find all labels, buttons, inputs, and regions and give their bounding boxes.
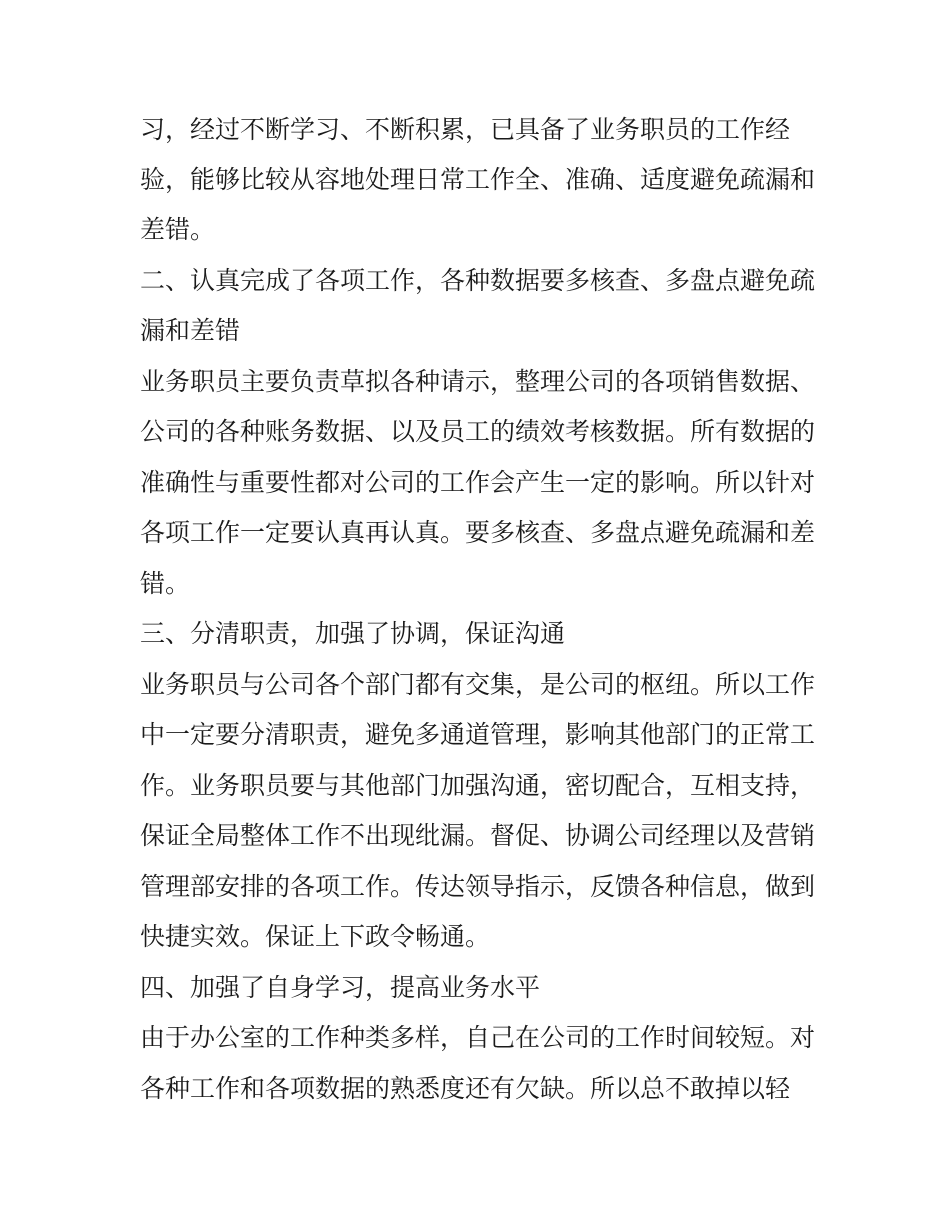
text-line: 差错。 bbox=[140, 215, 216, 244]
section-heading: 二、认真完成了各项工作，各种数据要多核查、多盘点避免疏 bbox=[140, 266, 816, 295]
text-line: 各项工作一定要认真再认真。要多核查、多盘点避免疏漏和差 bbox=[140, 518, 816, 547]
text-line: 公司的各种账务数据、以及员工的绩效考核数据。所有数据的 bbox=[140, 417, 816, 446]
text-line: 验，能够比较从容地处理日常工作全、准确、适度避免疏漏和 bbox=[140, 165, 816, 194]
text-line: 各种工作和各项数据的熟悉度还有欠缺。所以总不敢掉以轻 bbox=[140, 1074, 791, 1103]
text-line: 中一定要分清职责，避免多通道管理，影响其他部门的正常工 bbox=[140, 720, 816, 749]
text-line: 错。 bbox=[140, 569, 191, 598]
section-heading: 四、加强了自身学习，提高业务水平 bbox=[140, 973, 541, 1002]
text-line: 快捷实效。保证上下政令畅通。 bbox=[140, 922, 491, 951]
text-line: 保证全局整体工作不出现纰漏。督促、协调公司经理以及营销 bbox=[140, 821, 816, 850]
section-heading: 三、分清职责，加强了协调，保证沟通 bbox=[140, 619, 566, 648]
text-line: 由于办公室的工作种类多样，自己在公司的工作时间较短。对 bbox=[140, 1023, 816, 1052]
text-line: 准确性与重要性都对公司的工作会产生一定的影响。所以针对 bbox=[140, 468, 816, 497]
section-heading: 漏和差错 bbox=[140, 316, 241, 345]
text-line: 业务职员主要负责草拟各种请示，整理公司的各项销售数据、 bbox=[140, 367, 816, 396]
text-line: 业务职员与公司各个部门都有交集，是公司的枢纽。所以工作 bbox=[140, 670, 816, 699]
text-line: 管理部安排的各项工作。传达领导指示，反馈各种信息，做到 bbox=[140, 872, 816, 901]
text-line: 作。业务职员要与其他部门加强沟通，密切配合，互相支持， bbox=[140, 771, 816, 800]
text-line: 习，经过不断学习、不断积累，已具备了业务职员的工作经 bbox=[140, 115, 791, 144]
